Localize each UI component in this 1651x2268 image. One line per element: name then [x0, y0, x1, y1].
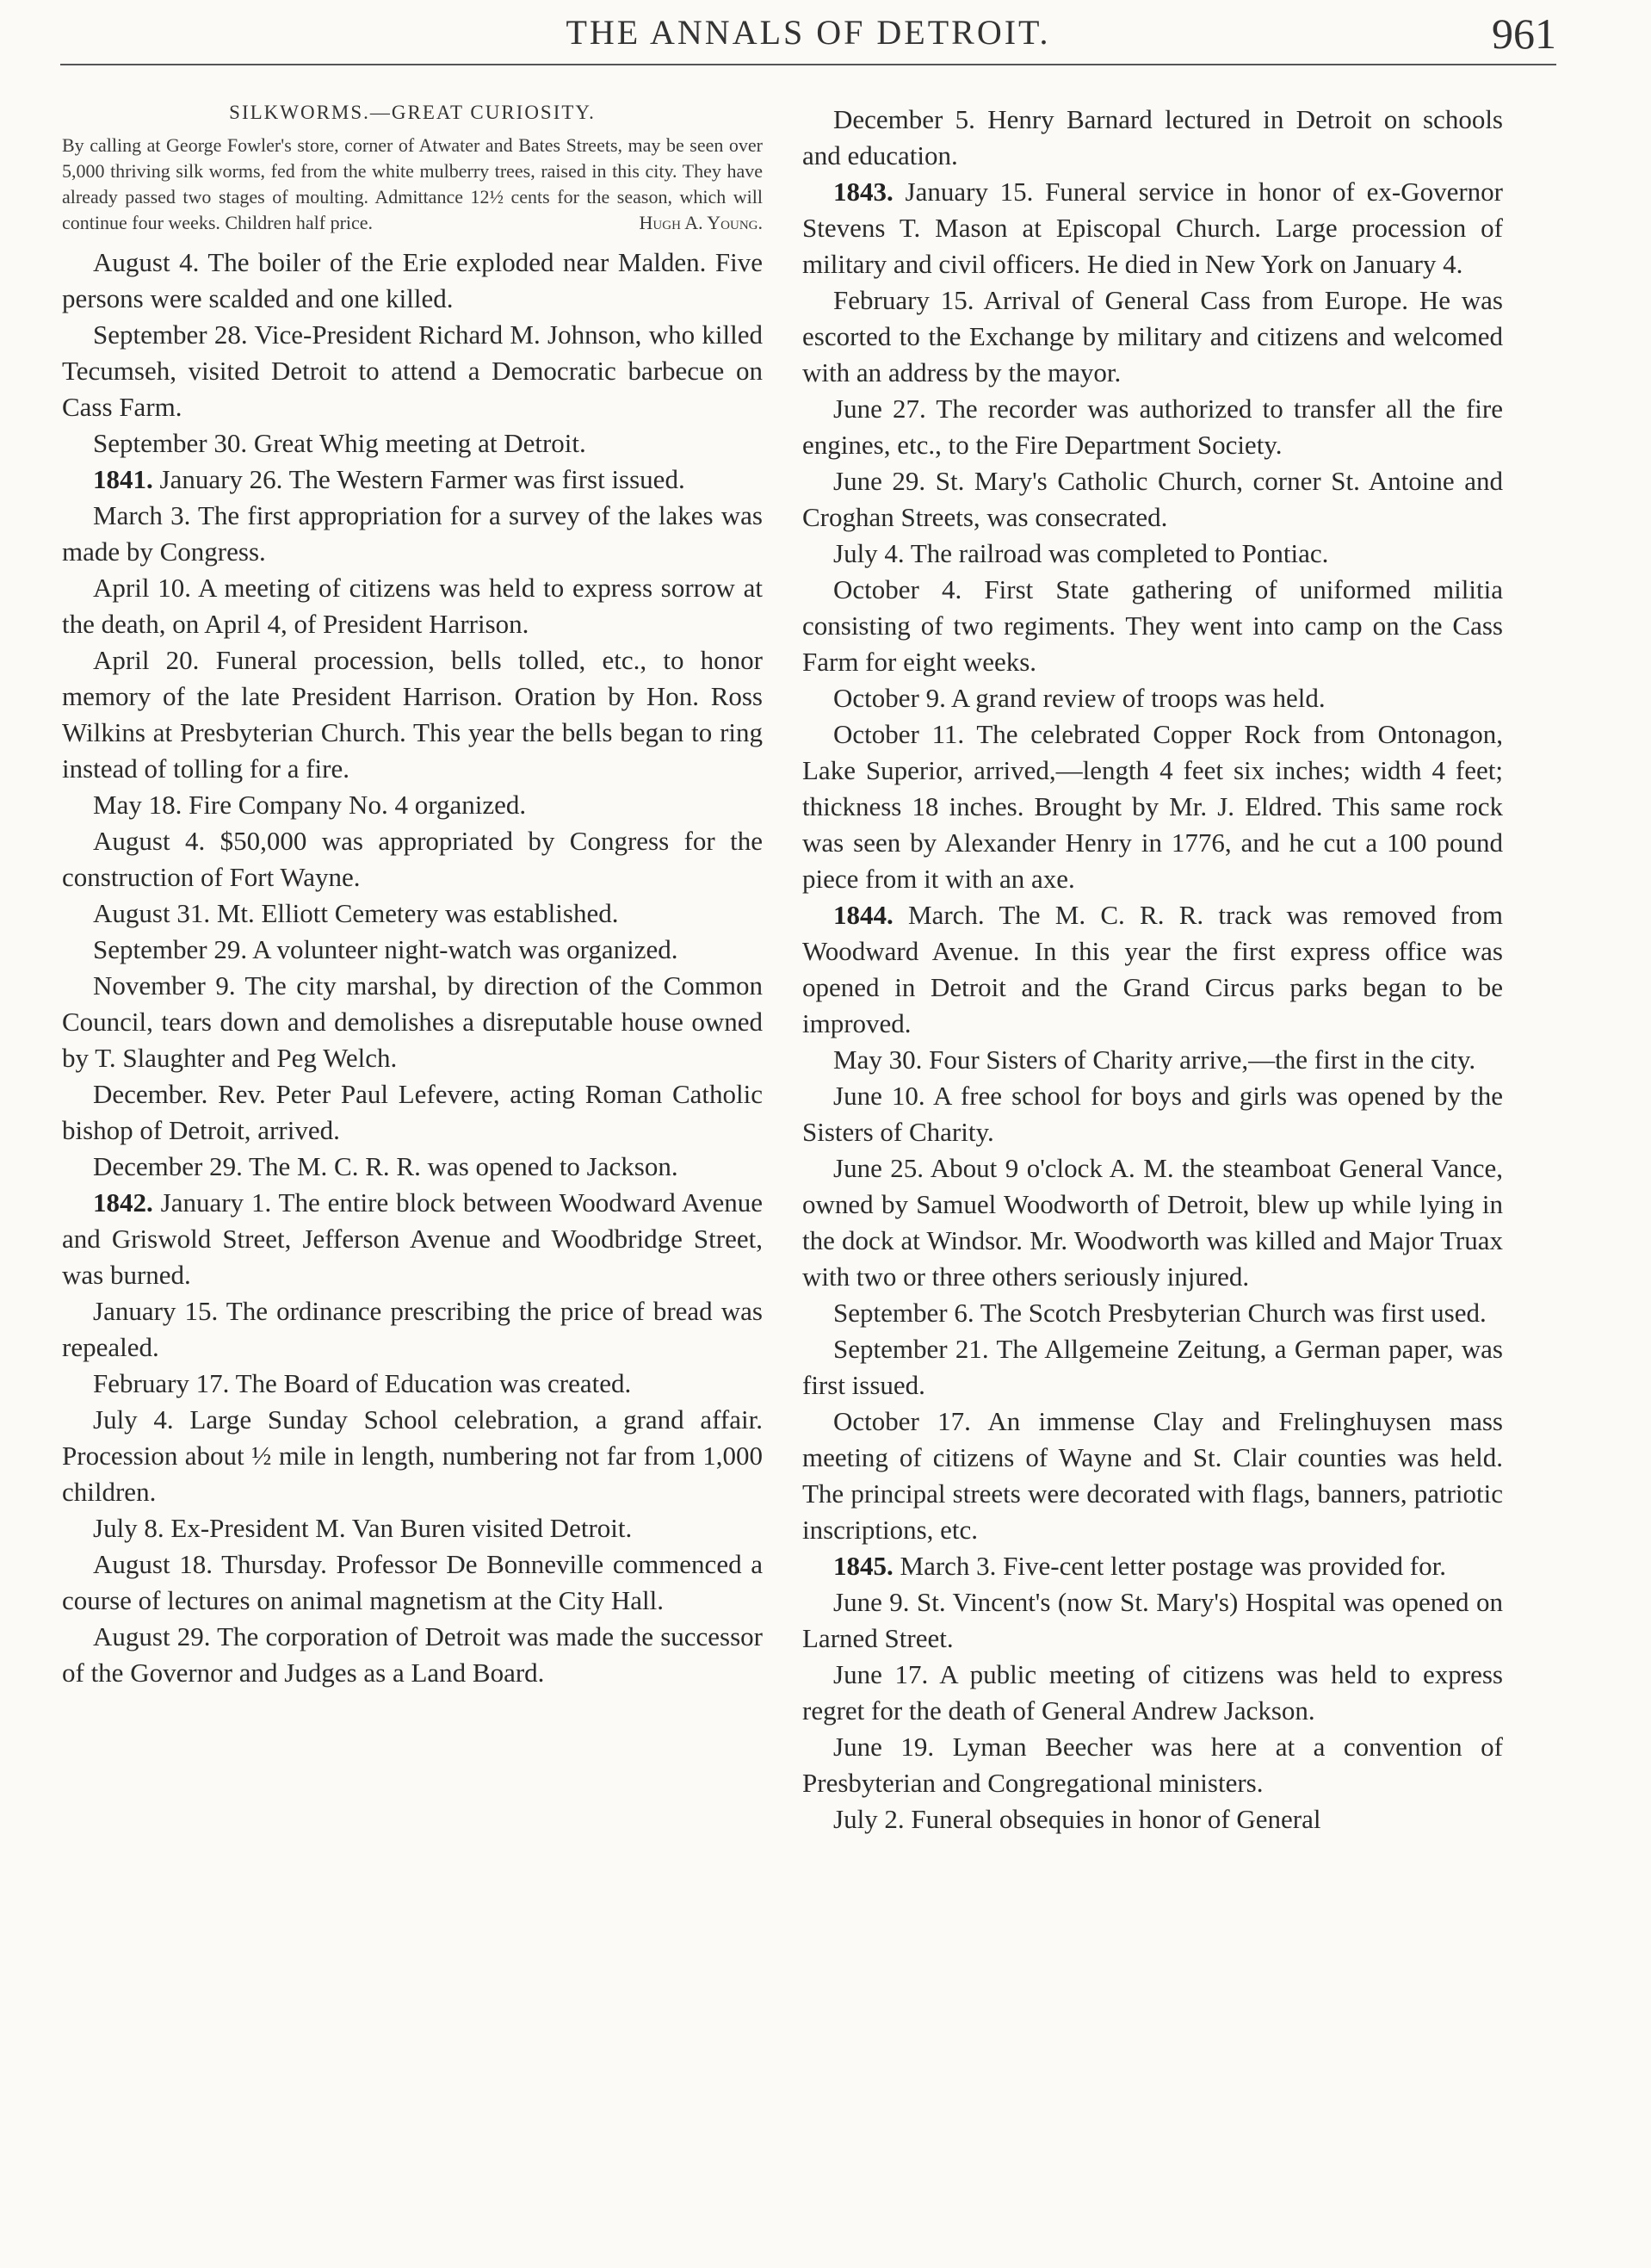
right-entries: [802, 102, 1503, 1837]
entry-text: October 9. A grand review of troops was held.: [833, 683, 1326, 713]
annal-entry: [62, 787, 763, 823]
entry-text: January 1. The entire block between Woodward Avenue and Griswold Street, Jefferson Avenue and Woodbridge Street, was burned.: [62, 1187, 764, 1290]
annal-entry: [802, 536, 1503, 572]
entry-year: 1843.: [833, 177, 894, 207]
entry-year: 1845.: [833, 1551, 894, 1581]
annal-entry: [802, 282, 1503, 391]
annal-entry: [62, 895, 763, 932]
entry-text: April 10. A meeting of citizens was held to express sorrow at the death, on April 4, of President Harrison.: [62, 573, 763, 639]
notice-signature: Hugh A. Young.: [639, 212, 763, 233]
annal-entry: [802, 391, 1503, 463]
entry-text: August 31. Mt. Elliott Cemetery was established.: [93, 898, 619, 928]
annal-entry: [62, 462, 763, 498]
annal-entry: [62, 1076, 763, 1149]
annal-entry: [62, 1185, 763, 1293]
entry-text: September 30. Great Whig meeting at Detroit.: [93, 428, 586, 458]
annal-entry: [802, 1078, 1503, 1150]
entry-text: December 29. The M. C. R. R. was opened to Jackson.: [93, 1151, 678, 1181]
entry-year: 1842.: [93, 1187, 153, 1218]
annal-entry: [62, 932, 763, 968]
annal-entry: [62, 570, 763, 642]
annal-entry: [62, 425, 763, 462]
annal-entry: [62, 823, 763, 895]
annal-entry: [62, 1619, 763, 1691]
annal-entry: [62, 1366, 763, 1402]
left-column: [62, 102, 763, 1691]
annal-entry: [802, 102, 1503, 174]
running-header: [60, 9, 1556, 65]
annal-entry: [802, 680, 1503, 716]
annal-entry: [802, 572, 1503, 680]
running-title: THE ANNALS OF DETROIT.: [566, 13, 1051, 52]
entry-text: March 3. The first appropriation for a survey of the lakes was made by Congress.: [62, 500, 763, 567]
entry-text: July 8. Ex-President M. Van Buren visited Detroit.: [93, 1513, 633, 1543]
annal-entry: [62, 1149, 763, 1185]
entry-text: March. The M. C. R. R. track was removed from Woodward Avenue. In this year the first express office was opened in Detroit and the Grand Circus parks began to be improved.: [802, 900, 1504, 1038]
entry-text: December 5. Henry Barnard lectured in Detroit on schools and education.: [802, 104, 1503, 170]
entry-text: September 28. Vice-President Richard M. Johnson, who killed Tecumseh, visited Detroit to attend a Democratic barbecue on Cass Farm.: [62, 319, 763, 422]
entry-text: August 4. The boiler of the Erie exploded near Malden. Five persons were scalded and one killed.: [62, 247, 763, 313]
annal-entry: [802, 897, 1503, 1042]
entry-text: August 29. The corporation of Detroit was made the successor of the Governor and Judges as a Land Board.: [62, 1621, 763, 1688]
notice-body: [62, 133, 763, 236]
entry-text: June 17. A public meeting of citizens was held to express regret for the death of General Andrew Jackson.: [802, 1659, 1503, 1726]
annal-entry: [802, 1801, 1503, 1837]
entry-text: April 20. Funeral procession, bells tolled, etc., to honor memory of the late President Harrison. Oration by Hon. Ross Wilkins at Presbyterian Church. This year the bells began to ring instead of tolling for a fire.: [62, 645, 763, 784]
entry-text: November 9. The city marshal, by direction of the Common Council, tears down and demolishes a disreputable house owned by T. Slaughter and Peg Welch.: [62, 970, 763, 1073]
annal-entry: [802, 1295, 1503, 1331]
entry-text: August 18. Thursday. Professor De Bonneville commenced a course of lectures on animal magnetism at the City Hall.: [62, 1549, 763, 1615]
annal-entry: [802, 1729, 1503, 1801]
annal-entry: [62, 498, 763, 570]
entry-text: September 21. The Allgemeine Zeitung, a German paper, was first issued.: [802, 1334, 1503, 1400]
entry-text: July 4. Large Sunday School celebration, a grand affair. Procession about ½ mile in length, numbering not far from 1,000 children.: [62, 1404, 763, 1507]
annal-entry: [62, 968, 763, 1076]
notice-title: SILKWORMS.—GREAT CURIOSITY.: [229, 102, 596, 123]
right-column: [802, 102, 1503, 1837]
entry-text: December. Rev. Peter Paul Lefevere, acting Roman Catholic bishop of Detroit, arrived.: [62, 1079, 763, 1145]
annal-entry: [62, 1293, 763, 1366]
annal-entry: [62, 1510, 763, 1546]
entry-text: January 26. The Western Farmer was first issued.: [159, 464, 685, 494]
annal-entry: [802, 1150, 1503, 1295]
annal-entry: [802, 1042, 1503, 1078]
entry-text: July 4. The railroad was completed to Pontiac.: [833, 538, 1329, 568]
annal-entry: [802, 1404, 1503, 1548]
entry-text: June 25. About 9 o'clock A. M. the steamboat General Vance, owned by Samuel Woodworth of Detroit, blew up while lying in the dock at Windsor. Mr. Woodworth was killed and Major Truax with two or three others seriously injured.: [802, 1153, 1503, 1292]
notice-text: By calling at George Fowler's store, corner of Atwater and Bates Streets, may be seen over 5,000 thriving silk worms, fed from the white mulberry trees, raised in this city. They have already passed two stages of moulting. Admittance 12½ cents for the season, which will continue four weeks. Children half price.: [62, 134, 763, 233]
entry-text: February 17. The Board of Education was created.: [93, 1368, 632, 1398]
silkworm-notice: [62, 102, 763, 236]
entry-text: March 3. Five-cent letter postage was provided for.: [900, 1551, 1446, 1581]
annal-entry: [62, 245, 763, 317]
entry-text: July 2. Funeral obsequies in honor of General: [833, 1804, 1321, 1834]
entry-text: June 27. The recorder was authorized to transfer all the fire engines, etc., to the Fire Department Society.: [802, 393, 1503, 460]
annal-entry: [62, 1402, 763, 1510]
entry-text: June 10. A free school for boys and girls was opened by the Sisters of Charity.: [802, 1081, 1503, 1147]
entry-text: February 15. Arrival of General Cass from Europe. He was escorted to the Exchange by military and citizens and welcomed with an address by the mayor.: [802, 285, 1503, 387]
annal-entry: [802, 1584, 1503, 1657]
annal-entry: [802, 174, 1503, 282]
entry-text: May 30. Four Sisters of Charity arrive,—the first in the city.: [833, 1044, 1476, 1075]
left-entries: [62, 245, 763, 1691]
entry-text: May 18. Fire Company No. 4 organized.: [93, 790, 527, 820]
entry-text: October 4. First State gathering of uniformed militia consisting of two regiments. They went into camp on the Cass Farm for eight weeks.: [802, 574, 1503, 677]
entry-text: October 17. An immense Clay and Frelinghuysen mass meeting of citizens of Wayne and St. Clair counties was held. The principal streets were decorated with flags, banners, patriotic inscriptions, etc.: [802, 1406, 1503, 1545]
annal-entry: [62, 317, 763, 425]
annal-entry: [802, 716, 1503, 897]
entry-year: 1844.: [833, 900, 894, 930]
entry-text: September 29. A volunteer night-watch was organized.: [93, 934, 678, 964]
page-number: 961: [1492, 9, 1556, 58]
annal-entry: [802, 1331, 1503, 1404]
entry-text: January 15. The ordinance prescribing the price of bread was repealed.: [62, 1296, 763, 1362]
entry-text: August 4. $50,000 was appropriated by Congress for the construction of Fort Wayne.: [62, 826, 763, 892]
annal-entry: [802, 1548, 1503, 1584]
annal-entry: [802, 1657, 1503, 1729]
annal-entry: [62, 1546, 763, 1619]
entry-year: 1841.: [93, 464, 153, 494]
entry-text: September 6. The Scotch Presbyterian Church was first used.: [833, 1298, 1487, 1328]
entry-text: January 15. Funeral service in honor of ex-Governor Stevens T. Mason at Episcopal Church. Large procession of military and civil officers. He died in New York on January 4.: [802, 177, 1503, 279]
entry-text: October 11. The celebrated Copper Rock from Ontonagon, Lake Superior, arrived,—length 4 feet six inches; width 4 feet; thickness 18 inches. Brought by Mr. J. Eldred. This same rock was seen by Alexander Henry in 1776, and he cut a 100 pound piece from it with an axe.: [802, 719, 1503, 894]
entry-text: June 9. St. Vincent's (now St. Mary's) Hospital was opened on Larned Street.: [802, 1587, 1503, 1653]
annal-entry: [62, 642, 763, 787]
entry-text: June 19. Lyman Beecher was here at a convention of Presbyterian and Congregational ministers.: [802, 1732, 1503, 1798]
entry-text: June 29. St. Mary's Catholic Church, corner St. Antoine and Croghan Streets, was consecrated.: [802, 466, 1503, 532]
annal-entry: [802, 463, 1503, 536]
